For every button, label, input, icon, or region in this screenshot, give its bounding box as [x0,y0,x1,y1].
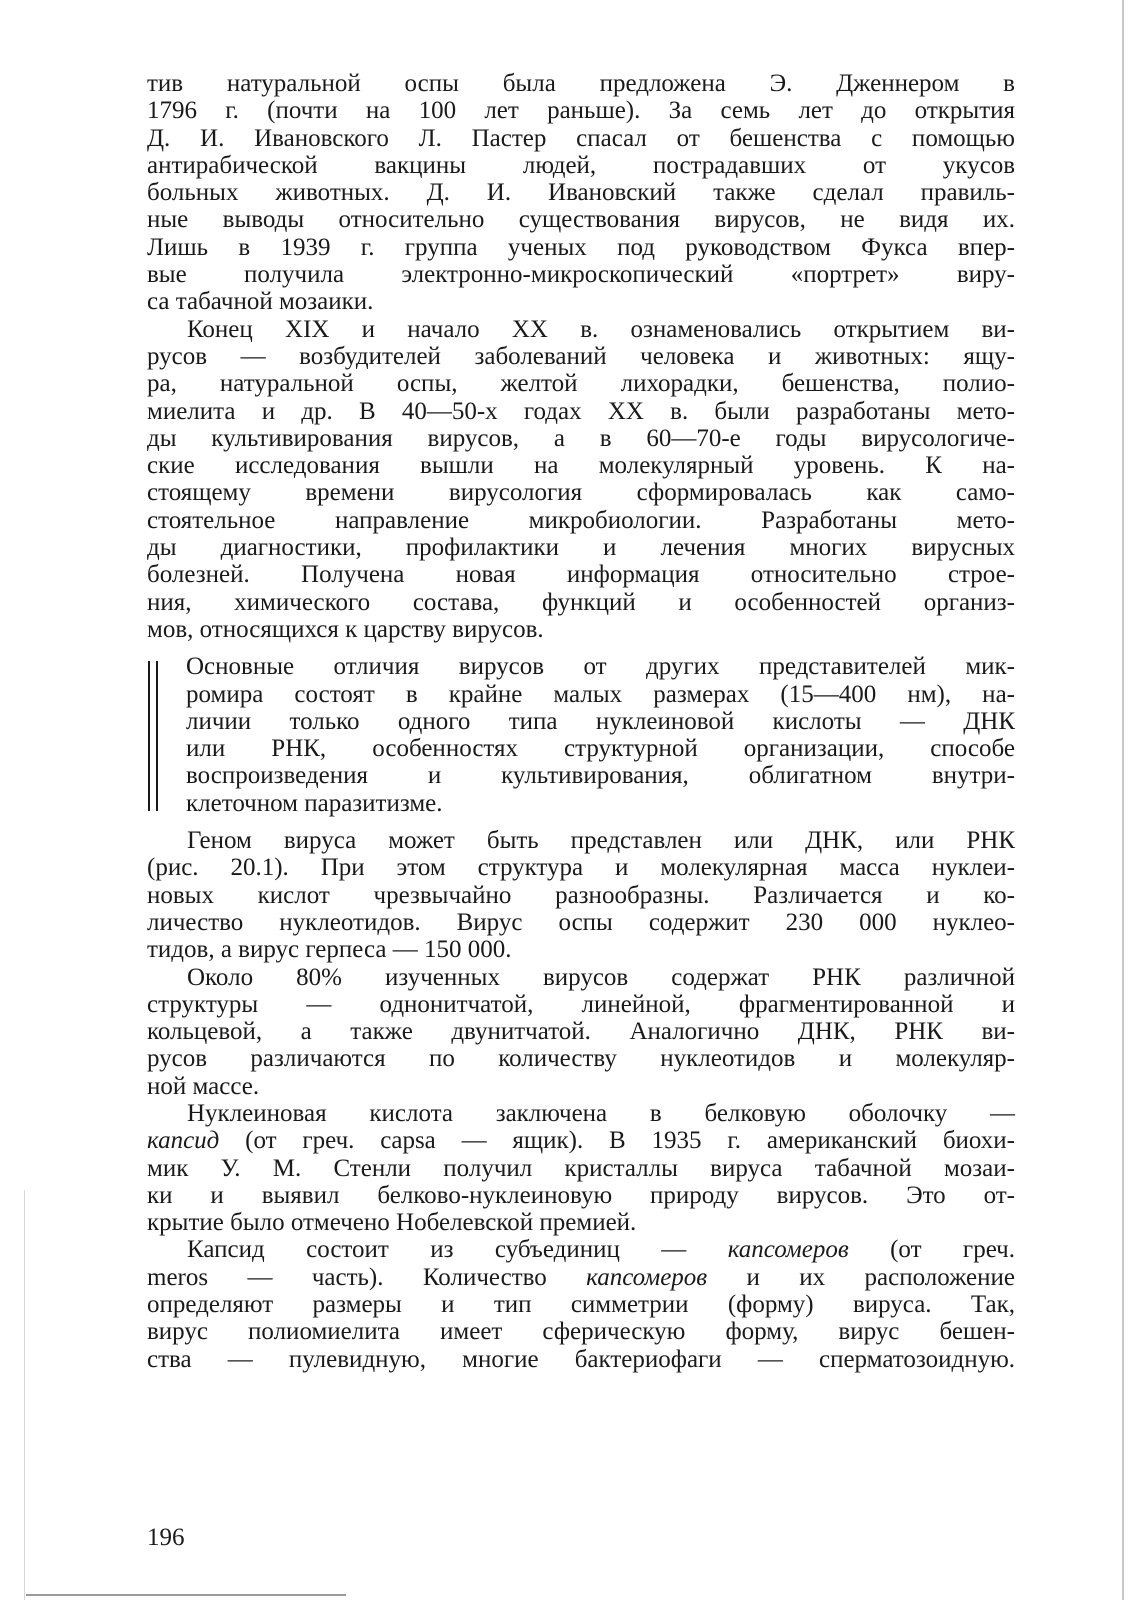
text-line: ды культивирования вирусов, а в 60—70-е годы вирусологиче- [147,424,1015,452]
body-text [147,70,1015,1373]
text-line: Конец XIX и начало XX в. ознаменовались открытием ви- [187,315,1015,343]
text-line: капсид (от греч. capsa — ящик). В 1935 г. американский биохи- [147,1127,1015,1155]
text-line: ства — пулевидную, многие бактериофаги — сперматозоидную. [147,1345,1015,1373]
text-line: миелита и др. В 40—50-х годах XX в. были разработаны мето- [147,397,1015,425]
text-line: русов — возбудителей заболеваний человека и животных: ящу- [147,342,1015,370]
text-line: са табачной мозаики. [147,288,374,316]
text-line: мов, относящихся к царству вирусов. [147,615,544,643]
text-line: воспроизведения и культивирования, облигатном внутри- [186,762,1015,790]
text-line: ной массе. [147,1072,260,1100]
text-line: новых кислот чрезвычайно разнообразны. Различается и ко- [147,881,1015,909]
text-line: 1796 г. (почти на 100 лет раньше). За семь лет до открытия [147,97,1015,125]
text-line: meros — часть). Количество капсомеров и их расположение [147,1263,1015,1291]
text-line: тив натуральной оспы была предложена Э. Дженнером в [147,70,1015,97]
text-line: ра, натуральной оспы, желтой лихорадки, бешенства, полио- [147,370,1015,398]
text-line: стоящему времени вирусология сформировалась как само- [147,479,1015,507]
defined-term: капсомеров [586,1263,708,1291]
text-line: ромира состоят в крайне малых размерах (15—400 нм), на- [186,680,1015,708]
paragraph-capsomers [147,1236,1015,1372]
text-line: стоятельное направление микробиологии. Разработаны мето- [147,506,1015,534]
key-statement-block [147,653,1015,817]
text-line: вирус полиомиелита имеет сферическую форму, вирус бешен- [147,1318,1015,1346]
text-line: личество нуклеотидов. Вирус оспы содержит 230 000 нуклео- [147,908,1015,936]
page-number: 196 [147,1524,185,1551]
defined-term: капсомеров [727,1236,849,1264]
text-line: тидов, а вирус герпеса — 150 000. [147,936,512,964]
margin-rule [148,661,150,811]
text-line: ды диагностики, профилактики и лечения многих вирусных [147,534,1015,562]
defined-term: капсид [147,1127,220,1155]
paragraph-virology-history [147,316,1015,644]
paragraph-capsid [147,1100,1015,1236]
text-line: Д. И. Ивановского Л. Пастер спасал от бешенства с помощью [147,124,1015,152]
text-line: структуры — однонитчатой, линейной, фрагментированной и [147,990,1015,1018]
text-line: (рис. 20.1). При этом структура и молекулярная масса нуклеи- [147,854,1015,882]
text-line: болезней. Получена новая информация относительно строе- [147,561,1015,589]
text-line: Геном вируса может быть представлен или ДНК, или РНК [187,827,1015,855]
text-line: личии только одного типа нуклеиновой кислоты — ДНК [186,707,1015,735]
page-edge-left [24,1190,25,1600]
text-line: клеточном паразитизме. [186,789,443,817]
paragraph-genome [147,827,1015,963]
margin-rule [156,661,158,811]
text-line: вые получила электронно-микроскопический «портрет» виру- [147,261,1015,289]
text-line: ные выводы относительно существования вирусов, не видя их. [147,206,1015,234]
text-line: Основные отличия вирусов от других представителей мик- [186,653,1015,681]
paragraph-continuation [147,70,1015,316]
text-line: кольцевой, а также двунитчатой. Аналогично ДНК, РНК ви- [147,1018,1015,1046]
text-line: больных животных. Д. И. Ивановский также сделал правиль- [147,179,1015,207]
page-edge-bottom [26,1594,346,1596]
text-line: антирабической вакцины людей, пострадавших от укусов [147,151,1015,179]
text-line: крытие было отмечено Нобелевской премией. [147,1209,637,1237]
text-line: Лишь в 1939 г. группа ученых под руководством Фукса впер- [147,233,1015,261]
text-line: ские исследования вышли на молекулярный уровень. К на- [147,452,1015,480]
text-line: русов различаются по количеству нуклеотидов и молекуляр- [147,1045,1015,1073]
text-line: ки и выявил белково-нуклеиновую природу вирусов. Это от- [147,1181,1015,1209]
text-line: Нуклеиновая кислота заключена в белковую оболочку — [187,1099,1015,1127]
text-line: ния, химического состава, функций и особенностей организ- [147,588,1015,616]
text-line: мик У. М. Стенли получил кристаллы вируса табачной мозаи- [147,1154,1015,1182]
text-line: или РНК, особенностях структурной организации, способе [186,735,1015,763]
page-edge-right [1122,0,1124,1600]
paragraph-rna-viruses [147,964,1015,1100]
text-line: Капсид состоит из субъединиц — капсомеров (от греч. [187,1236,1015,1264]
text-line: определяют размеры и тип симметрии (форму) вируса. Так, [147,1291,1015,1319]
text-line: Около 80% изученных вирусов содержат РНК различной [187,963,1015,991]
